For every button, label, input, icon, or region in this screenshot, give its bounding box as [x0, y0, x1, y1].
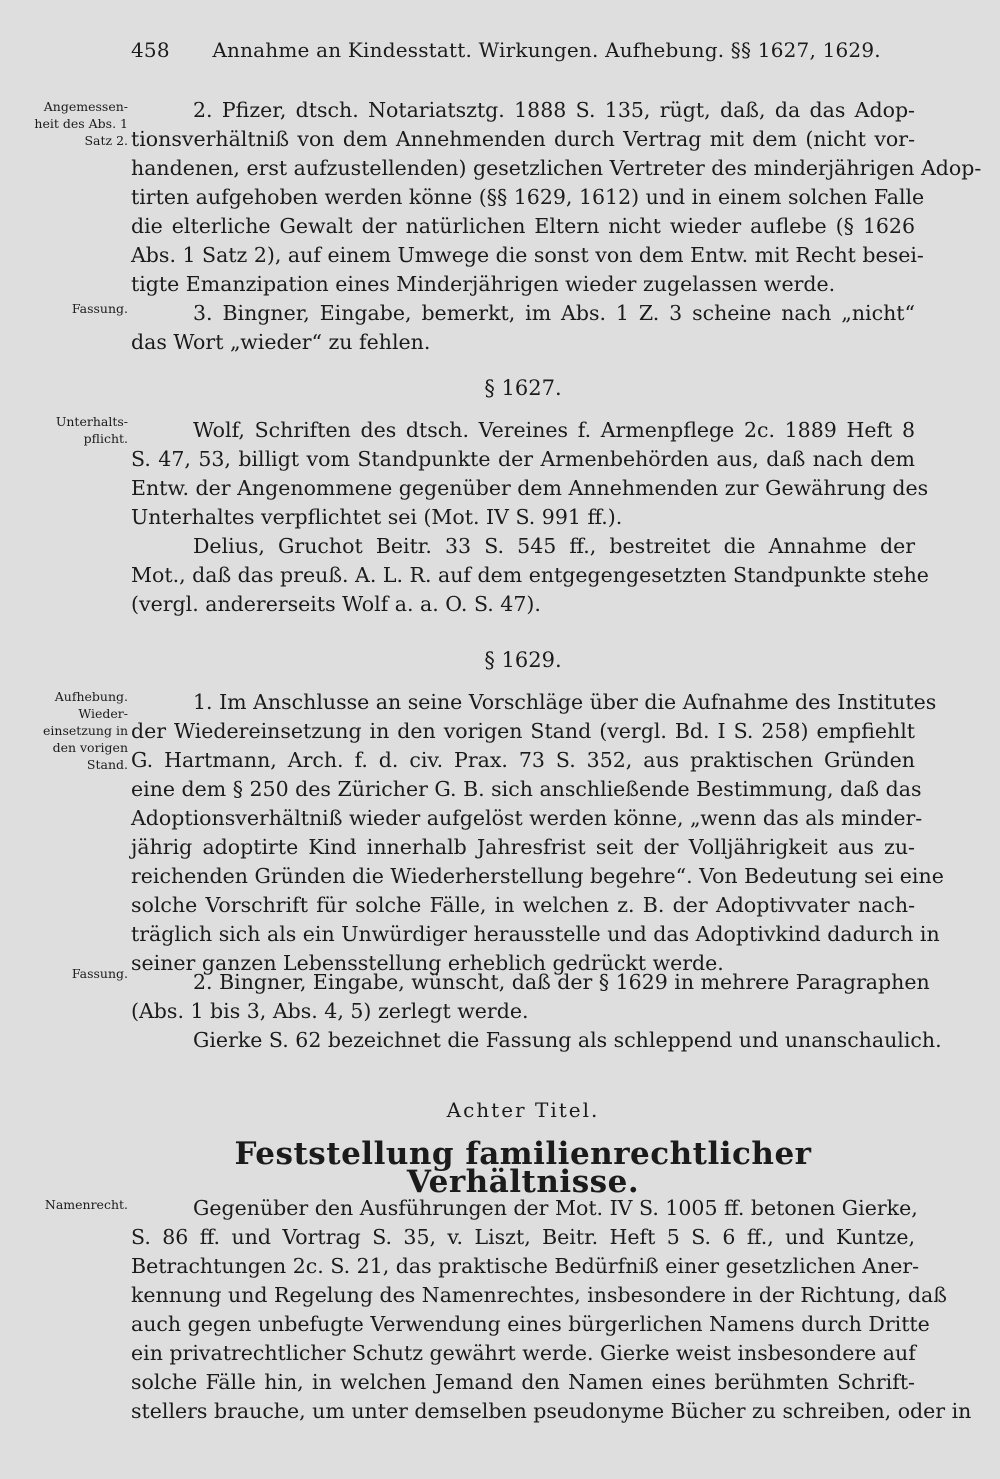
text-line: Adoptionsverhältniß wieder aufgelöst werden könne, „wenn das als minder-	[131, 806, 923, 830]
text-line: Mot., daß das preuß. A. L. R. auf dem entgegengesetzten Standpunkte stehe	[131, 563, 929, 587]
text-line: tirten aufgehoben werden könne (§§ 1629, 1612) und in einem solchen Falle	[131, 185, 925, 209]
text-line: 2. Pfizer, dtsch. Notariatsztg. 1888 S. 135, rügt, daß, da das Adop-	[193, 98, 915, 122]
text-line: 2. Bingner, Eingabe, wünscht, daß der § 1629 in mehrere Paragraphen	[193, 970, 930, 994]
chapter-label: Achter Titel.	[446, 1098, 600, 1122]
section-heading-1627: § 1627.	[484, 376, 562, 400]
chapter-title: Feststellung familienrechtlicher Verhältnisse.	[234, 1136, 812, 1200]
text-line: (Abs. 1 bis 3, Abs. 4, 5) zerlegt werde.	[131, 999, 529, 1023]
margin-note-fassung-1: Fassung.	[71, 301, 128, 316]
text-line: der Wiedereinsetzung in den vorigen Stand (vergl. Bd. I S. 258) empfiehlt	[131, 719, 915, 743]
text-line: Delius, Gruchot Beitr. 33 S. 545 ff., bestreitet die Annahme der	[193, 534, 915, 558]
text-line: G. Hartmann, Arch. f. d. civ. Prax. 73 S. 352, aus praktischen Gründen	[131, 748, 915, 772]
text-line: tionsverhältniß von dem Annehmenden durch Vertrag mit dem (nicht vor-	[131, 127, 915, 151]
text-line: reichenden Gründen die Wiederherstellung begehre“. Von Bedeutung sei eine	[131, 864, 944, 888]
text-line: Wolf, Schriften des dtsch. Vereines f. Armenpflege 2c. 1889 Heft 8	[193, 418, 915, 442]
text-line: die elterliche Gewalt der natürlichen Eltern nicht wieder auflebe (§ 1626	[131, 214, 915, 238]
text-line: kennung und Regelung des Namenrechtes, insbesondere in der Richtung, daß	[131, 1283, 947, 1307]
text-line: eine dem § 250 des Züricher G. B. sich anschließende Bestimmung, daß das	[131, 777, 922, 801]
text-line: 3. Bingner, Eingabe, bemerkt, im Abs. 1 Z. 3 scheine nach „nicht“	[193, 301, 915, 325]
text-line: Unterhaltes verpflichtet sei (Mot. IV S. 991 ff.).	[131, 505, 623, 529]
text-line: S. 47, 53, billigt vom Standpunkte der Armenbehörden aus, daß nach dem	[131, 447, 915, 471]
text-line: tigte Emanzipation eines Minderjährigen wieder zugelassen werde.	[131, 272, 836, 296]
margin-note-fassung-2: Fassung.	[71, 966, 128, 981]
text-line: das Wort „wieder“ zu fehlen.	[131, 330, 431, 354]
text-line: 1. Im Anschlusse an seine Vorschläge über die Aufnahme des Institutes	[193, 690, 937, 714]
margin-note-namenrecht: Namenrecht.	[44, 1197, 128, 1212]
text-line: (vergl. andererseits Wolf a. a. O. S. 47).	[131, 592, 541, 616]
section-heading-1629: § 1629.	[484, 648, 562, 672]
margin-note-angemessenheit: Angemessen- heit des Abs. 1 Satz 2.	[34, 99, 128, 148]
text-line: Entw. der Angenommene gegenüber dem Annehmenden zur Gewährung des	[131, 476, 929, 500]
margin-note-unterhaltspflicht: Unterhalts- pflicht.	[55, 414, 128, 446]
text-line: ein privatrechtlicher Schutz gewährt werde. Gierke weist insbesondere auf	[131, 1341, 916, 1365]
text-line: auch gegen unbefugte Verwendung eines bürgerlichen Namens durch Dritte	[131, 1312, 930, 1336]
text-line: solche Vorschrift für solche Fälle, in welchen z. B. der Adoptivvater nach-	[131, 893, 915, 917]
text-line: jährig adoptirte Kind innerhalb Jahresfrist seit der Volljährigkeit aus zu-	[131, 835, 915, 859]
text-line: Gierke S. 62 bezeichnet die Fassung als schleppend und unanschaulich.	[193, 1028, 942, 1052]
text-line: Gegenüber den Ausführungen der Mot. IV S. 1005 ff. betonen Gierke,	[193, 1196, 918, 1220]
text-line: stellers brauche, um unter demselben pseudonyme Bücher zu schreiben, oder in	[131, 1399, 972, 1423]
text-line: Abs. 1 Satz 2), auf einem Umwege die sonst von dem Entw. mit Recht besei-	[131, 243, 924, 267]
text-line: Betrachtungen 2c. S. 21, das praktische Bedürfniß einer gesetzlichen Aner-	[131, 1254, 920, 1278]
running-title: Annahme an Kindesstatt. Wirkungen. Aufhebung. §§ 1627, 1629.	[212, 38, 881, 62]
text-line: träglich sich als ein Unwürdiger herausstelle und das Adoptivkind dadurch in	[131, 922, 940, 946]
text-line: seiner ganzen Lebensstellung erheblich gedrückt werde.	[131, 951, 724, 975]
margin-note-aufhebung: Aufhebung. Wieder- einsetzung in den vorigen Stand.	[43, 689, 128, 772]
page-number: 458	[131, 38, 170, 62]
text-line: S. 86 ff. und Vortrag S. 35, v. Liszt, Beitr. Heft 5 S. 6 ff., und Kuntze,	[131, 1225, 915, 1249]
text-line: solche Fälle hin, in welchen Jemand den Namen eines berühmten Schrift-	[131, 1370, 915, 1394]
text-line: handenen, erst aufzustellenden) gesetzlichen Vertreter des minderjährigen Adop-	[131, 156, 982, 180]
running-header	[131, 38, 881, 62]
